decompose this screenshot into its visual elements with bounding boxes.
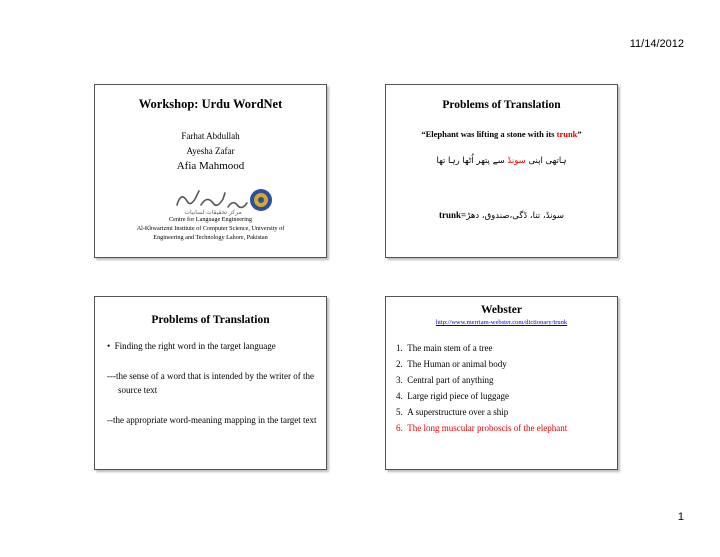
urdu-text: ہاتھی اپنی <box>525 156 567 166</box>
slide-1-thumbnail <box>94 84 327 258</box>
trunk-label: trunk= <box>439 210 467 220</box>
list-item <box>396 356 567 372</box>
paragraph: ---the sense of a word that is intended by the writer of the source text <box>107 371 314 395</box>
slide-4-thumbnail <box>385 296 618 470</box>
slide-3-title: Problems of Translation <box>151 314 270 326</box>
logo-urdu-text: مرکز تحقیقات لسانیات <box>184 209 242 216</box>
slide-3-thumbnail <box>94 296 327 470</box>
affiliation-line: Engineering and Technology Lahore, Pakistan <box>153 234 268 241</box>
urdu-highlighted-word: سونڈ <box>507 156 526 166</box>
list-text: The main stem of a tree <box>407 343 493 353</box>
page-number: 1 <box>677 511 684 523</box>
author-name: Afia Mahmood <box>176 160 245 172</box>
slide-1-title: Workshop: Urdu WordNet <box>138 97 283 111</box>
list-number: 1. <box>396 343 403 353</box>
author-name: Ayesha Zafar <box>186 146 235 156</box>
author-name: Farhat Abdullah <box>181 131 240 141</box>
slide-2-title: Problems of Translation <box>442 99 561 111</box>
definition-list <box>396 340 567 436</box>
slide-2-thumbnail <box>385 84 618 258</box>
affiliation <box>95 215 326 242</box>
trunk-urdu-meanings: سونڈ، تنا، ڈگی،صندوق، دھڑ <box>466 211 564 221</box>
affiliation-line: Centre for Language Engineering <box>169 216 252 223</box>
sentence-text: “Elephant was lifting a stone with its <box>421 129 557 139</box>
list-item <box>396 388 567 404</box>
english-sentence <box>386 129 617 139</box>
list-number: 6. <box>396 423 403 433</box>
list-text: Central part of anything <box>407 375 494 385</box>
sentence-text: ” <box>577 129 582 139</box>
print-date: 11/14/2012 <box>629 38 684 50</box>
list-number: 3. <box>396 375 403 385</box>
list-text: The Human or animal body <box>407 359 507 369</box>
bullet-item <box>107 339 318 353</box>
bullet-text: Finding the right word in the target language <box>114 341 276 351</box>
logos <box>95 185 326 217</box>
cle-logo <box>95 185 328 217</box>
highlighted-word: trunk <box>556 129 578 139</box>
urdu-text: سے پتھر اُٹھا رہا تھا <box>436 156 508 166</box>
list-number: 5. <box>396 407 403 417</box>
list-text: Large rigid piece of luggage <box>407 391 510 401</box>
urdu-sentence <box>386 155 617 166</box>
slide-4-title: Webster <box>481 304 522 316</box>
list-number: 4. <box>396 391 403 401</box>
source-link[interactable]: http://www.merriam-webster.com/dictionary/trunk <box>435 319 568 326</box>
list-text: A superstructure over a ship <box>407 407 509 417</box>
list-number: 2. <box>396 359 403 369</box>
list-item <box>396 340 567 356</box>
list-item-highlighted <box>396 420 567 436</box>
affiliation-line: Al-Khwarizmi Institute of Computer Science, University of <box>136 225 285 232</box>
bullet-dot-icon: • <box>107 341 111 351</box>
list-item <box>396 372 567 388</box>
list-item <box>396 404 567 420</box>
paragraph: --the appropriate word-meaning mapping in the target text <box>107 415 317 425</box>
kics-logo <box>250 189 272 211</box>
list-text: The long muscular proboscis of the elephant <box>407 423 568 433</box>
trunk-translations <box>386 210 617 221</box>
